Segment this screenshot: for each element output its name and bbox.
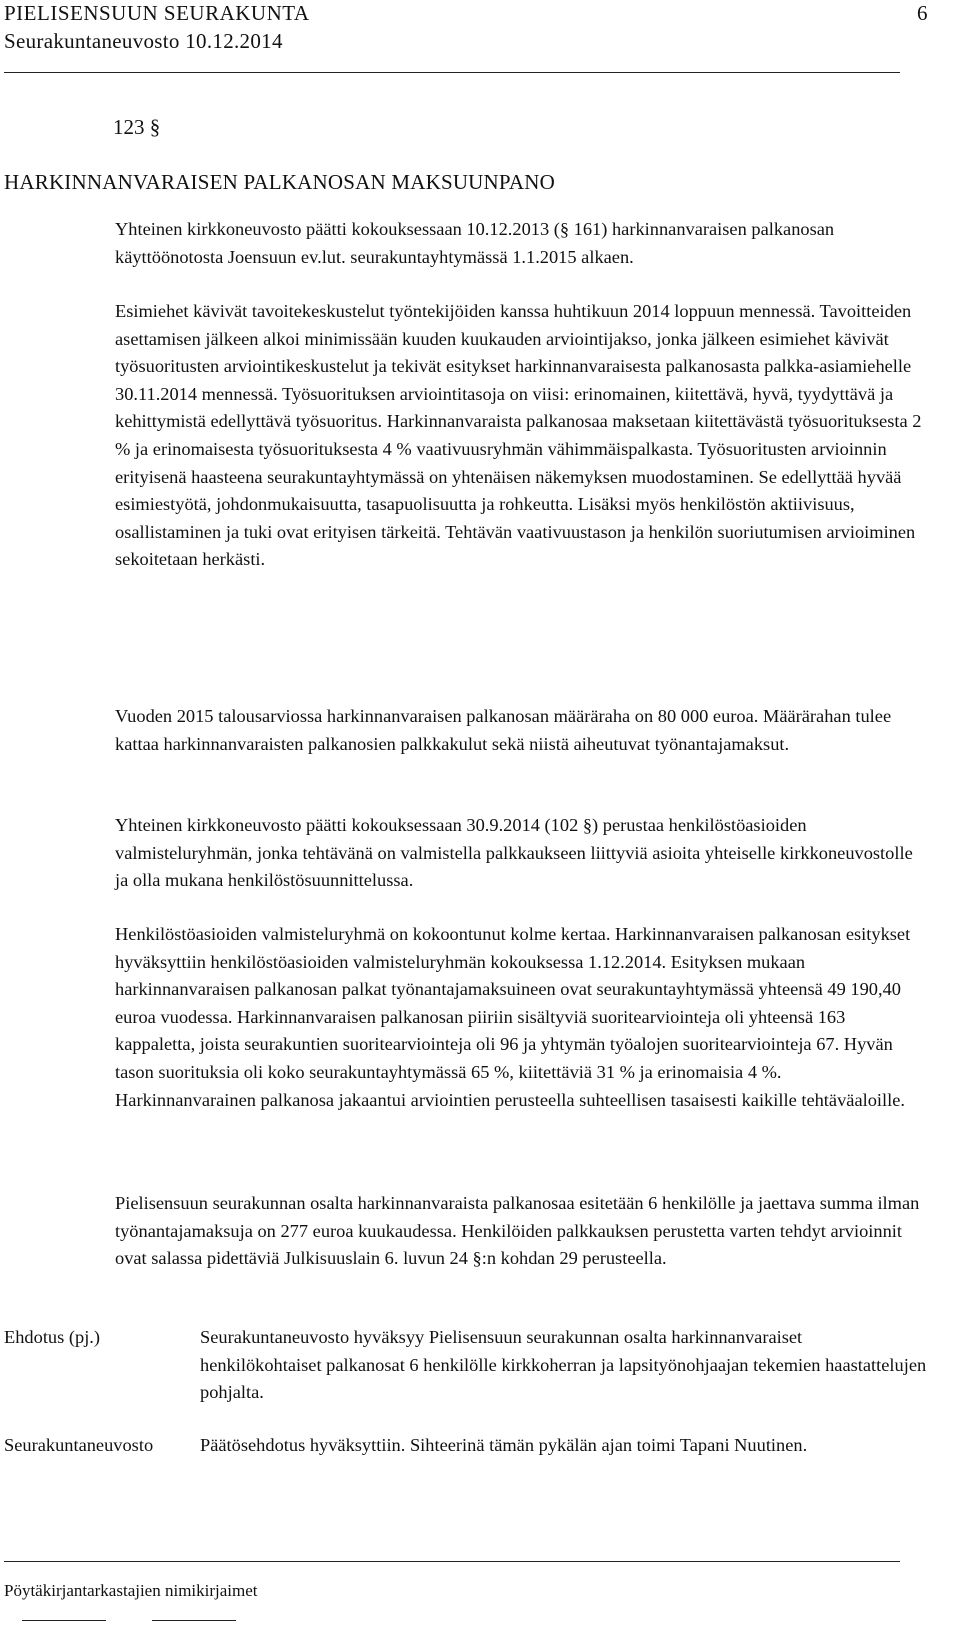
header-rule: [4, 72, 900, 73]
footer-rule: [4, 1561, 900, 1562]
paragraph-working-group: Yhteinen kirkkoneuvosto päätti kokouksessaan 30.9.2014 (102 §) perustaa henkilöstöasioiden valmisteluryhmän, jonka tehtävänä on valmistella palkkaukseen liittyviä asioita yhteiselle kirkkoneuvostolle ja olla mukana henkilöstösuunnittelussa.: [115, 815, 913, 891]
decision-text: Päätösehdotus hyväksyttiin. Sihteerinä tämän pykälän ajan toimi Tapani Nuutinen.: [200, 1435, 808, 1455]
paragraph-budget: Vuoden 2015 talousarviossa harkinnanvaraisen palkanosan määräraha on 80 000 euroa. Määrärahan tulee kattaa harkinnanvaraisten palkanosien palkkakulut sekä niistä aiheutuvat työnantajamaksut.: [115, 706, 892, 754]
paragraph-evaluation-process: Esimiehet kävivät tavoitekeskustelut työntekijöiden kanssa huhtikuun 2014 loppuun mennessä. Tavoitteiden asettamisen jälkeen alkoi minimissään kuuden kuukauden arviointijakso, jonka jälkeen esimiehet kävivät työsuoritusten arviointikeskustelut ja tekivät esitykset harkinnanvaraisesta palkanosasta palkka-asiamiehelle 30.11.2014 mennessä. Työsuorituksen arviointitasoja on viisi: erinomainen, kiitettävä, hyvä, tyydyttävä ja kehittymistä edellyttävä työsuoritus. Harkinnanvaraista palkanosaa maksetaan kiitettävästä työsuorituksesta 2 % ja erinomaisesta työsuorituksesta 4 % vaativuusryhmän vähimmäispalkasta. Työsuoritusten arvioinnin erityisenä haasteena seurakuntayhtymässä on yhtenäisen näkemyksen muodostaminen. Se edellyttää hyvää esimiestyötä, johdonmukaisuutta, tasapuolisuutta ja rohkeutta. Lisäksi myös henkilöstön aktiivisuus, osallistaminen ja tuki ovat erityisen tärkeitä. Tehtävän vaativuustason ja henkilön suoriutumisen arvioiminen sekoitetaan herkästi.: [115, 301, 922, 570]
page-number: 6: [917, 1, 928, 25]
proposal-text: Seurakuntaneuvosto hyväksyy Pielisensuun seurakunnan osalta harkinnanvaraiset henkilökohtaiset palkanosat 6 henkilölle kirkkoherran ja lapsityönohjaajan tekemien haastattelujen pohjalta.: [200, 1327, 927, 1403]
signature-line-2: [152, 1620, 236, 1621]
organization-name: PIELISENSUUN SEURAKUNTA: [4, 1, 310, 25]
paragraph-decision-2013: Yhteinen kirkkoneuvosto päätti kokouksessaan 10.12.2013 (§ 161) harkinnanvaraisen palkanosan käyttöönotosta Joensuun ev.lut. seurakuntayhtymässä 1.1.2015 alkaen.: [115, 219, 835, 267]
proposal-label: Ehdotus (pj.): [4, 1327, 101, 1347]
section-title: HARKINNANVARAISEN PALKANOSAN MAKSUUNPANO: [4, 170, 555, 194]
section-number: 123 §: [113, 115, 161, 139]
paragraph-parish-share: Pielisensuun seurakunnan osalta harkinnanvaraista palkanosaa esitetään 6 henkilölle ja jaettava summa ilman työnantajamaksuja on 277 euroa kuukaudessa. Henkilöiden palkkauksen perustetta varten tehdyt arvioinnit ovat salassa pidettäviä Julkisuuslain 6. luvun 24 §:n kohdan 29 perusteella.: [115, 1193, 920, 1269]
signature-line-1: [22, 1620, 106, 1621]
paragraph-results: Henkilöstöasioiden valmisteluryhmä on kokoontunut kolme kertaa. Harkinnanvaraisen palkanosan esitykset hyväksyttiin henkilöstöasioiden valmisteluryhmän kokouksessa 1.12.2014. Esityksen mukaan harkinnanvaraisen palkanosan palkat työnantajamaksuineen ovat seurakuntayhtymässä yhteensä 49 190,40 euroa vuodessa. Harkinnanvaraisen palkanosan piiriin sisältyviä suoritearviointeja oli yhteensä 163 kappaletta, joista seurakuntien suoritearviointeja oli 96 ja yhtymän työalojen suoritearviointeja 67. Hyvän tason suorituksia oli koko seurakuntayhtymässä 65 %, kiitettäviä 31 % ja erinomaisia 4 %. Harkinnanvarainen palkanosa jakaantui arviointien perusteella suhteellisen tasaisesti kaikille tehtäväaloille.: [115, 924, 911, 1110]
decision-label: Seurakuntaneuvosto: [4, 1435, 154, 1455]
meeting-info: Seurakuntaneuvosto 10.12.2014: [4, 29, 283, 53]
signatures-label: Pöytäkirjantarkastajien nimikirjaimet: [4, 1581, 258, 1600]
